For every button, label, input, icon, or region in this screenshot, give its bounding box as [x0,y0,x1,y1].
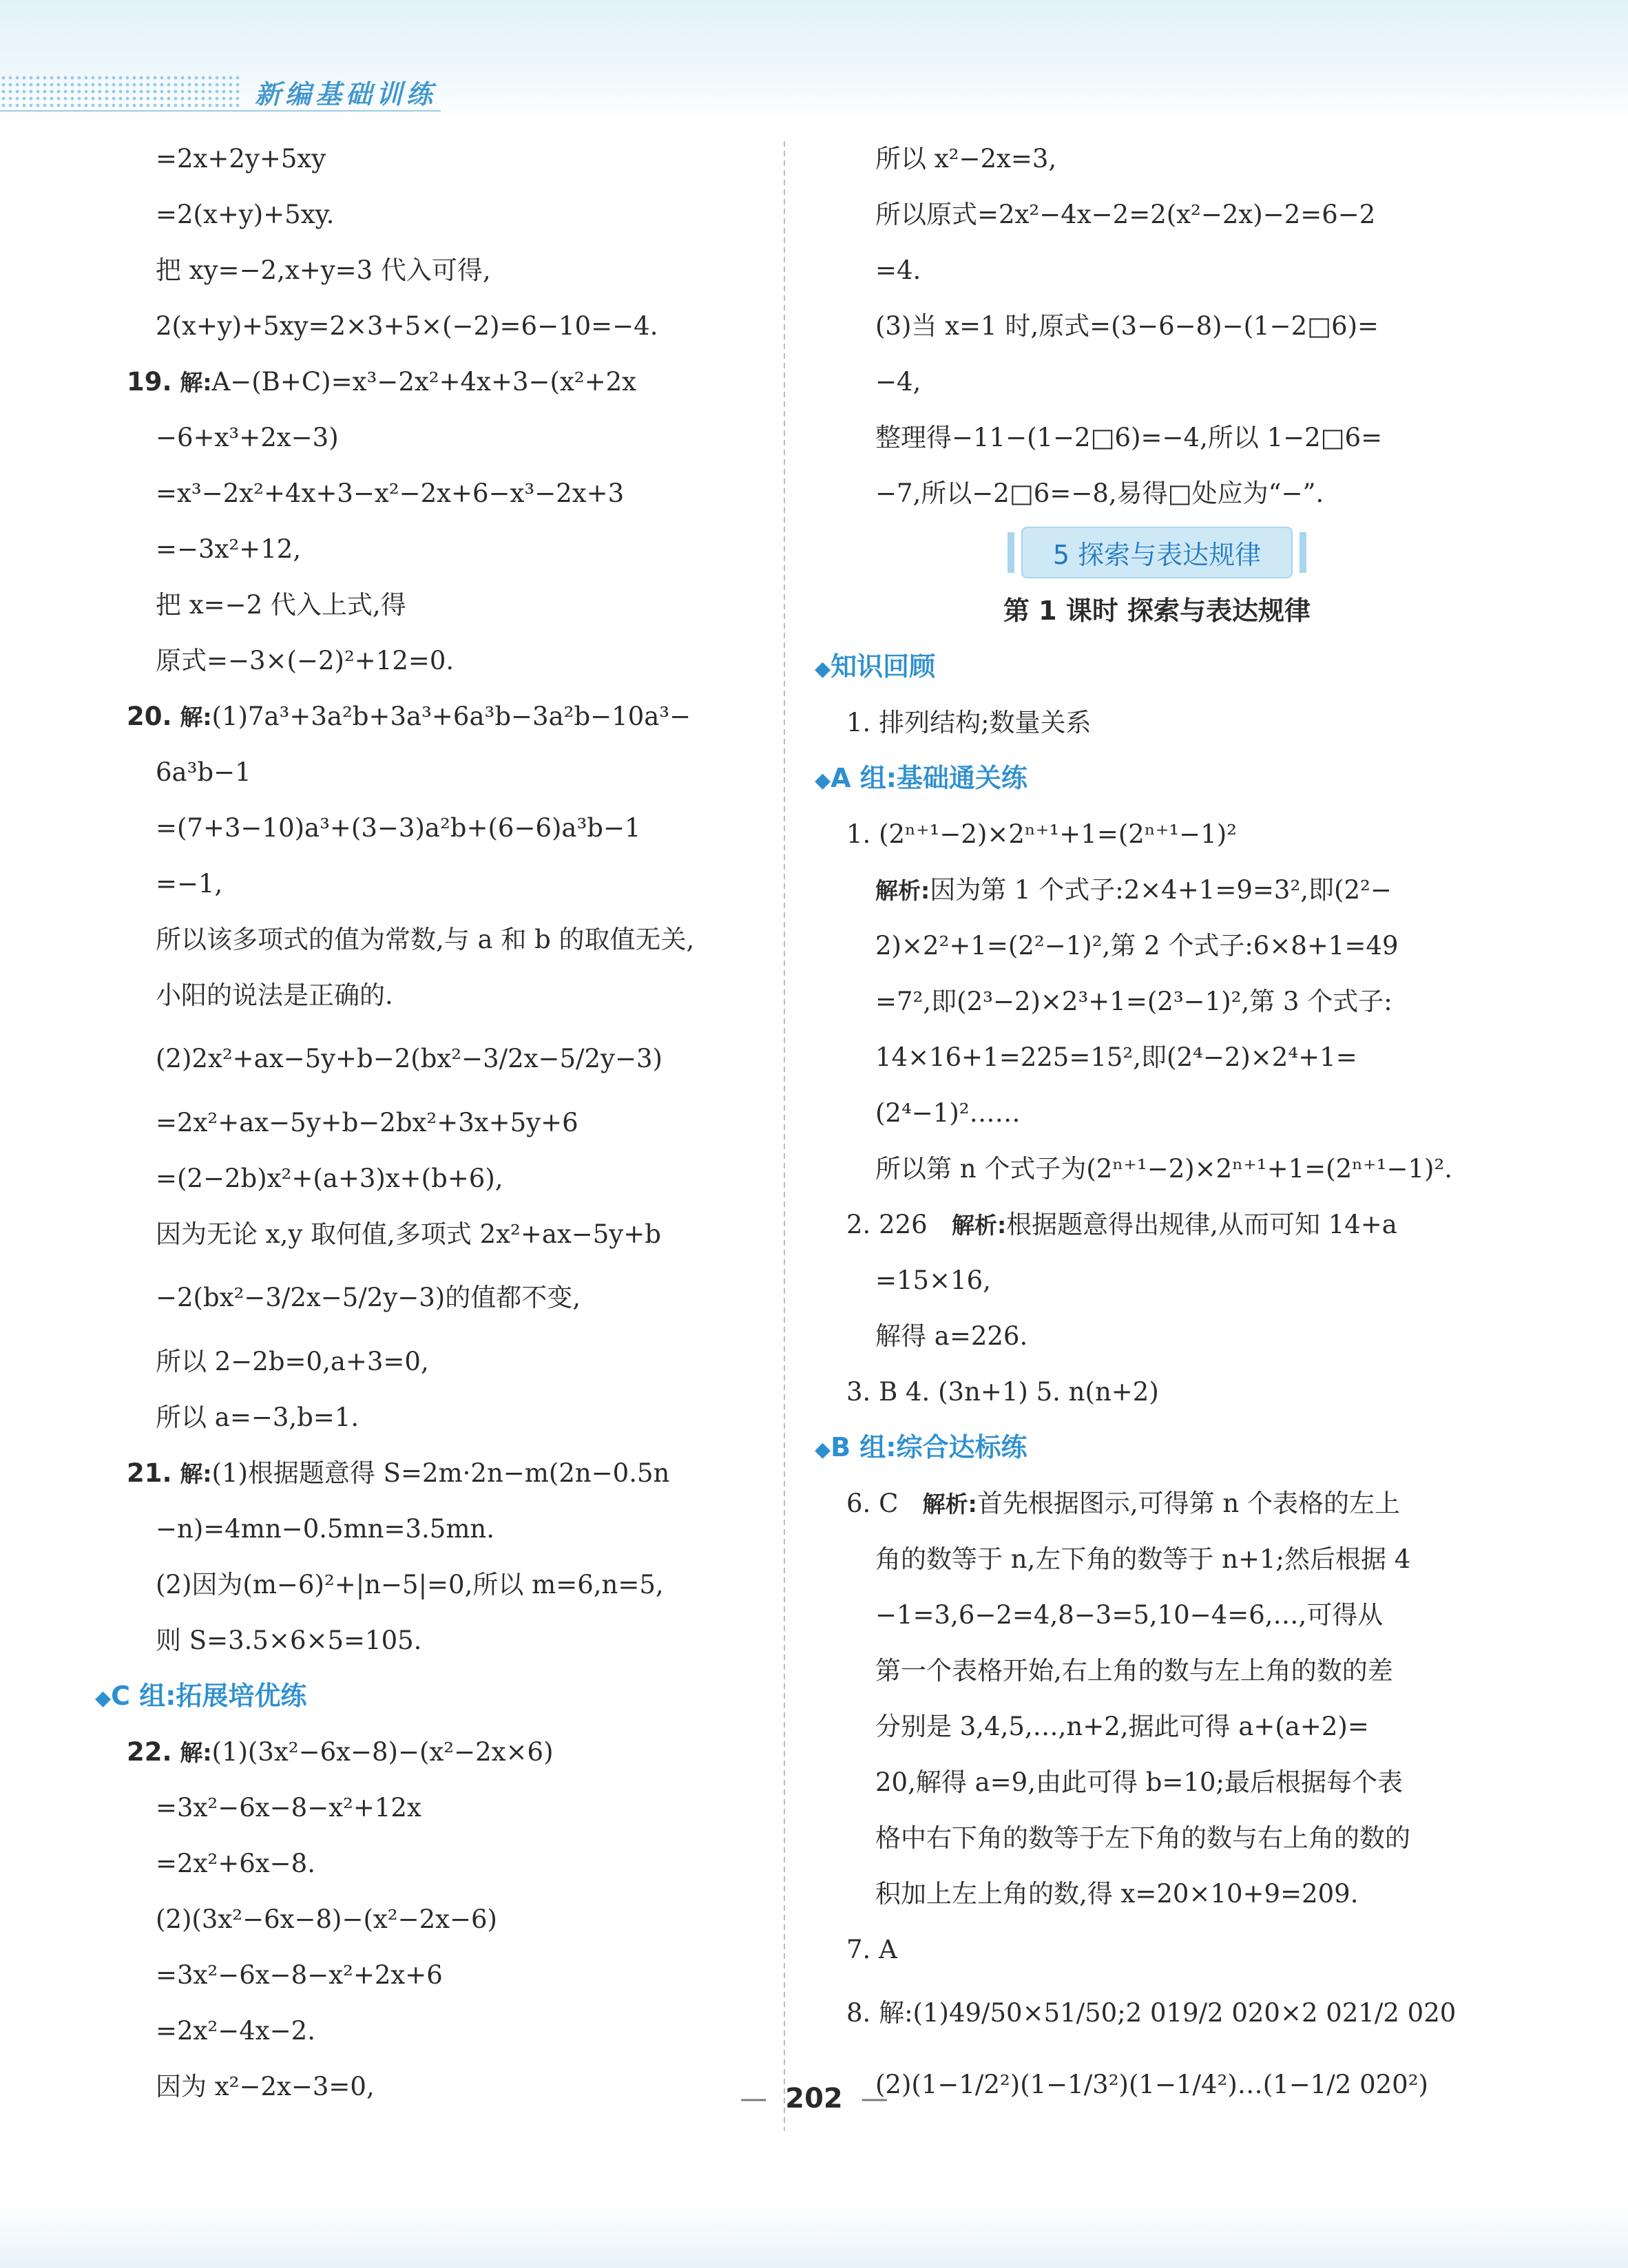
text-line: (1)7a³+3a²b+3a³+6a³b−3a²b−10a³− [211,702,691,731]
text-line: −6+x³+2x−3) [156,423,339,452]
question-22 [110,1724,758,1780]
text-line: 20,解得 a=9,由此可得 b=10;最后根据每个表 [875,1767,1403,1797]
text-line: 因为无论 x,y 取何值,多项式 2x²+ax−5y+b [156,1219,661,1249]
text-line: 所以原式=2x²−4x−2=2(x²−2x)−2=6−2 [875,200,1376,229]
text-line: =2x²+6x−8. [156,1849,315,1878]
question-number: 20. [127,702,172,731]
question-number: 22. [127,1737,172,1767]
section-heading-b: ◆B 组:综合达标练 [815,1432,1027,1462]
text-line: 积加上左上角的数,得 x=20×10+9=209. [875,1879,1359,1909]
text-line: (2)(1−1/2²)(1−1/3²)(1−1/4²)…(1−1/2 020²) [875,2070,1428,2099]
section-banner [830,521,1484,583]
text-line: =15×16, [875,1266,991,1295]
analysis-line: 解析:因为第 1 个式子:2×4+1=9=3²,即(2²− [875,875,1392,905]
text-line: =−1, [156,869,223,899]
diamond-icon: ◆ [815,1438,831,1462]
section-heading-c: ◆C 组:拓展培优练 [95,1681,307,1711]
text-line: =x³−2x²+4x+3−x²−2x+6−x³−2x+3 [156,479,625,508]
text-line: −2(bx²−3/2x−5/2y−3)的值都不变, [156,1283,581,1312]
text-line: (1)根据题意得 S=2m·2n−m(2n−0.5n [211,1458,670,1488]
text-line: 所以第 n 个式子为(2ⁿ⁺¹−2)×2ⁿ⁺¹+1=(2ⁿ⁺¹−1)². [875,1154,1453,1184]
question-number: 21. [127,1458,172,1488]
section-banner-title: 5 探索与表达规律 [1021,527,1293,578]
text-line: 3. B 4. (3n+1) 5. n(n+2) [846,1377,1159,1407]
diamond-icon: ◆ [95,1686,112,1710]
text-line: =3x²−6x−8−x²+2x+6 [156,1960,443,1990]
question-6: 6. C 解析:首先根据图示,可得第 n 个表格的左上 [846,1489,1400,1518]
text-line: 所以 2−2b=0,a+3=0, [156,1347,429,1376]
column-divider [784,141,785,2131]
text-line: 第一个表格开始,右上角的数与左上角的数的差 [875,1656,1393,1686]
text-line: =4. [875,255,921,285]
text-line: 原式=−3×(−2)²+12=0. [156,646,455,675]
analysis-label: 解析: [875,877,930,904]
text-line: A−(B+C)=x³−2x²+4x+3−(x²+2x [211,367,637,397]
text-line: (1)(3x²−6x−8)−(x²−2x×6) [211,1737,554,1767]
text-line: (2)2x²+ax−5y+b−2(bx²−3/2x−5/2y−3) [156,1044,662,1073]
header-band [0,0,1628,124]
text-line: −7,所以−2□6=−8,易得□处应为“−”. [875,479,1324,508]
question-number: 19. [127,367,172,397]
text-line: −1=3,6−2=4,8−3=5,10−4=6,…,可得从 [875,1600,1384,1630]
text-line: 分别是 3,4,5,…,n+2,据此可得 a+(a+2)= [875,1712,1369,1741]
text-line: =3x²−6x−8−x²+12x [156,1793,421,1823]
text-line: (2⁴−1)²…… [875,1098,1021,1128]
section-heading-review: ◆知识回顾 [815,651,936,682]
text-line: =2(x+y)+5xy. [156,200,335,229]
text-line: 14×16+1=225=15²,即(2⁴−2)×2⁴+1= [875,1042,1357,1072]
right-column [815,131,1484,2121]
header-title: 新编基础训练 [255,79,437,109]
diamond-icon: ◆ [815,768,831,792]
text-line: 所以 a=−3,b=1. [156,1403,359,1432]
text-line: (2)因为(m−6)²+|n−5|=0,所以 m=6,n=5, [156,1570,664,1599]
answer-label: 解: [180,1739,212,1766]
text-line: =2x²+ax−5y+b−2bx²+3x+5y+6 [156,1108,578,1137]
text-line: (2)(3x²−6x−8)−(x²−2x−6) [156,1904,497,1934]
text-line: 所以该多项式的值为常数,与 a 和 b 的取值无关, [156,925,695,954]
page-number: — 202 — [740,2083,888,2114]
question-20 [110,689,758,744]
bottom-band [0,2203,1628,2268]
section-heading-a: ◆A 组:基础通关练 [815,763,1027,793]
text-line: 因为 x²−2x−3=0, [156,2072,375,2101]
text-line: 把 x=−2 代入上式,得 [156,590,406,620]
text-line: 把 xy=−2,x+y=3 代入可得, [156,255,491,285]
text-line: −n)=4mn−0.5mn=3.5mn. [156,1514,495,1544]
answer-label: 解: [180,369,212,396]
text-line: 解得 a=226. [875,1321,1028,1351]
text-line: 则 S=3.5×6×5=105. [156,1626,422,1655]
diamond-icon: ◆ [815,657,831,681]
analysis-label: 解析: [922,1491,977,1518]
text-line: 2)×2²+1=(2²−1)²,第 2 个式子:6×8+1=49 [875,931,1399,960]
header-rule [0,110,441,112]
text-line: =2x+2y+5xy [156,144,326,174]
question-2: 2. 226 解析:根据题意得出规律,从而可知 14+a [846,1210,1397,1239]
text-line: =(2−2b)x²+(a+3)x+(b+6), [156,1164,503,1193]
analysis-label: 解析: [951,1212,1007,1239]
text-line: 整理得−11−(1−2□6)=−4,所以 1−2□6= [875,423,1383,452]
text-line: 格中右下角的数等于左下角的数与右上角的数的 [875,1823,1410,1853]
text-line: 1. (2ⁿ⁺¹−2)×2ⁿ⁺¹+1=(2ⁿ⁺¹−1)² [846,819,1237,849]
left-column [95,131,758,2114]
text-line: 6a³b−1 [156,757,251,787]
text-line: =−3x²+12, [156,534,302,564]
text-line: 7. A [846,1935,897,1964]
question-21 [110,1445,758,1501]
text-line: =2x²−4x−2. [156,2016,315,2046]
lesson-title: 第 1 课时 探索与表达规律 [1003,596,1311,626]
text-line: 小阳的说法是正确的. [156,980,393,1010]
text-line: =(7+3−10)a³+(3−3)a²b+(6−6)a³b−1 [156,813,641,843]
text-line: 1. 排列结构;数量关系 [846,708,1092,737]
text-line: −4, [875,367,921,397]
answer-label: 解: [180,704,212,731]
text-line: (3)当 x=1 时,原式=(3−6−8)−(1−2□6)= [875,311,1379,341]
answer-label: 解: [180,1460,212,1487]
text-line: 2(x+y)+5xy=2×3+5×(−2)=6−10=−4. [156,311,658,341]
text-line: 所以 x²−2x=3, [875,144,1057,174]
text-line: =7²,即(2³−2)×2³+1=(2³−1)²,第 3 个式子: [875,987,1392,1016]
question-19 [110,354,758,410]
text-line: 角的数等于 n,左下角的数等于 n+1;然后根据 4 [875,1544,1411,1574]
header-dot-pattern [0,74,241,109]
text-line: 8. 解:(1)49/50×51/50;2 019/2 020×2 021/2 020 [846,1998,1457,2028]
